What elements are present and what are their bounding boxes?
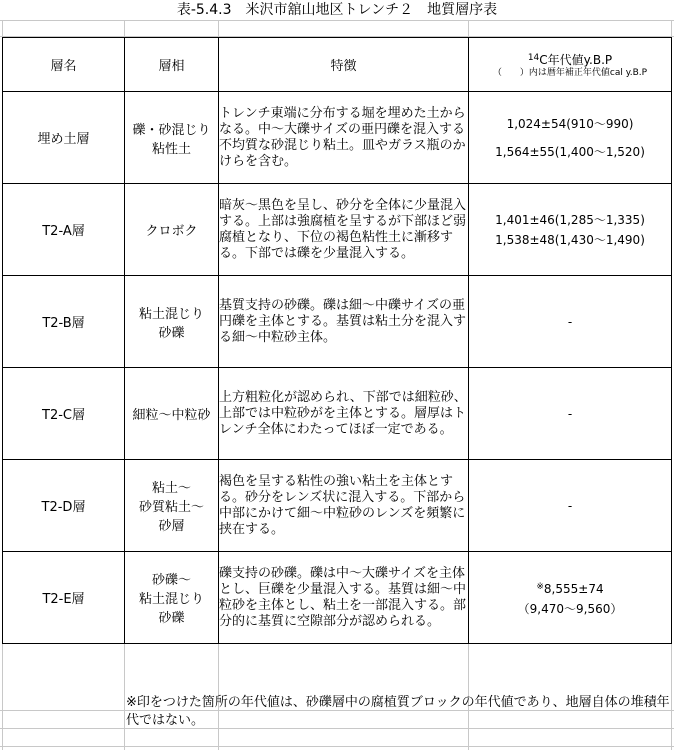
- features-cell: 褐色を呈する粘性の強い粘土を主体とする。砂分をレンズ状に混入する。下部から中部にかけて細～中粒砂のレンズを頻繁に挟在する。: [219, 460, 469, 552]
- facies-cell: [125, 184, 219, 276]
- age-value: 1,024±54(910～990): [506, 116, 634, 131]
- header-layer-name: 層名: [3, 38, 125, 92]
- facies-cell: [125, 276, 219, 368]
- layer-name: T2-C層: [3, 368, 125, 460]
- facies-line: 砂層: [158, 519, 185, 534]
- table-title: 表-5.4.3 米沢市舘山地区トレンチ２ 地質層序表: [176, 2, 498, 18]
- facies-line: 砂礫: [158, 611, 185, 626]
- facies-line: 砂礫～: [151, 573, 191, 588]
- age-value: -: [567, 406, 573, 421]
- header-age-main: [469, 51, 671, 67]
- age-value: -: [567, 314, 573, 329]
- facies-line: 細粒～中粒砂: [132, 408, 211, 423]
- table-row: [3, 368, 672, 460]
- facies-cell: [125, 552, 219, 644]
- table-row: [3, 460, 672, 552]
- age-cell: [469, 184, 672, 276]
- layer-name: 埋め土層: [3, 92, 125, 184]
- asterisk-mark: ※: [536, 581, 544, 592]
- facies-line: 砂質粘土～: [138, 500, 204, 515]
- table-row: [3, 276, 672, 368]
- header-age-note: （ ）内は暦年補正年代値cal y.B.P: [492, 67, 648, 78]
- features-cell: 暗灰～黒色を呈し、砂分を全体に少量混入する。上部は強腐植を呈するが下部ほど弱腐植となり、下位の褐色粘性土に漸移する。下部では礫を少量混入する。: [219, 184, 469, 276]
- facies-line: クロボク: [145, 224, 198, 239]
- table-row: [3, 184, 672, 276]
- layer-name: T2-D層: [3, 460, 125, 552]
- age-cell: [469, 552, 672, 644]
- age-value: 8,555±74: [543, 581, 604, 596]
- age-cell: [469, 276, 672, 368]
- age-value: 1,401±46(1,285～1,335): [495, 212, 645, 227]
- age-cell: [469, 368, 672, 460]
- features-cell: 礫支持の砂礫。礫は中～大礫サイズを主体とし、巨礫を少量混入する。基質は細～中粒砂を主体とし、粘土を一部混入する。部分的に基質に空隙部分が認められる。: [219, 552, 469, 644]
- facies-line: 粘土混じり: [138, 592, 204, 607]
- age-cell: [469, 460, 672, 552]
- layer-name: T2-B層: [3, 276, 125, 368]
- features-cell: トレンチ東端に分布する堀を埋めた土からなる。中～大礫サイズの亜円礫を混入する不均質な砂混じり粘土。皿やガラス瓶のかけらを含む。: [219, 92, 469, 184]
- header-age-superscript: 14: [527, 52, 540, 63]
- age-cell: [469, 92, 672, 184]
- table-row: [3, 92, 672, 184]
- facies-line: 粘性土: [151, 141, 191, 157]
- facies-line: 粘土混じり: [138, 306, 204, 322]
- age-value: -: [567, 498, 573, 513]
- age-value: 1,538±48(1,430～1,490): [495, 232, 645, 247]
- header-facies: 層相: [125, 38, 219, 92]
- facies-line: 礫・砂混じり: [132, 122, 211, 138]
- facies-cell: [125, 460, 219, 552]
- footnote: ※印をつけた箇所の年代値は、砂礫層中の腐植質ブロックの年代値であり、地層自体の堆積年代ではない。: [126, 695, 670, 728]
- header-features: 特徴: [219, 38, 469, 92]
- age-value: 1,564±55(1,400～1,520): [495, 144, 645, 159]
- facies-cell: [125, 368, 219, 460]
- header-age: [469, 38, 672, 92]
- age-value-marked: [469, 577, 671, 599]
- features-cell: 基質支持の砂礫。礫は細～中礫サイズの亜円礫を主体とする。基質は粘土分を混入する細～中粒砂主体。: [219, 276, 469, 368]
- stratigraphy-table: [2, 37, 672, 644]
- age-value: （9,470～9,560）: [517, 601, 623, 616]
- facies-cell: [125, 92, 219, 184]
- header-row: [3, 38, 672, 92]
- features-cell: 上方粗粒化が認められ、下部では細粒砂、上部では中粒砂がを主体とする。層厚はトレンチ全体にわたってほぼ一定である。: [219, 368, 469, 460]
- layer-name: T2-A層: [3, 184, 125, 276]
- table-row: [3, 552, 672, 644]
- facies-line: 粘土～: [151, 481, 191, 496]
- facies-line: 砂礫: [158, 325, 185, 341]
- layer-name: T2-E層: [3, 552, 125, 644]
- header-age-text: C年代値y.B.P: [539, 52, 613, 67]
